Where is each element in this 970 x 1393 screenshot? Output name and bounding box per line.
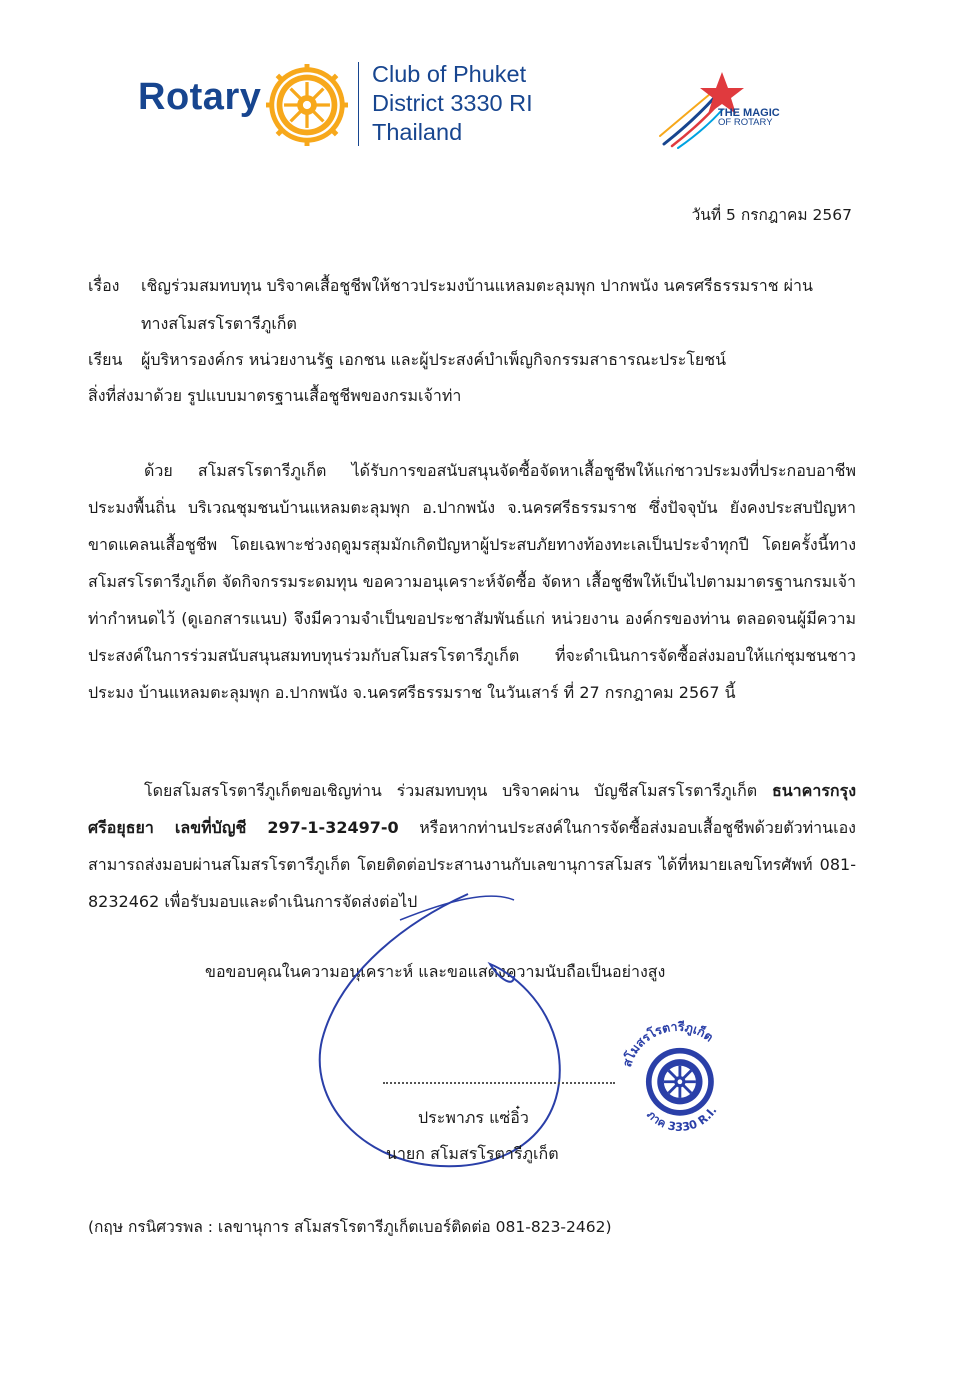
signature-line [383,1082,615,1084]
paragraph-text: ด้วย สโมสรโรตารีภูเก็ต ได้รับการขอสนับสนุนจัดซื้อจัดหาเสื้อชูชีพให้แก่ชาวประมงที่ประกอบอาชีพประมงพื้นถิ่น บริเวณชุมชนบ้านแหลมตะลุมพุก อ.ปากพนัง จ.นครศรีธรรมราช ซึ่งปัจจุบัน ยังคงประสบปัญหาขาดแคลนเสื้อชูชีพ โดยเฉพาะช่วงฤดูมรสุมมักเกิดปัญหาผู้ประสบภัยทางท้องทะเลเป็นประจำทุกปี โดยครั้งนี้ทางสโมสรโรตารีภูเก็ต จัดกิจกรรมระดมทุน ขอความอนุเคราะห์จัดซื้อ จัดหา เสื้อชูชีพให้เป็นไปตามมาตรฐานกรมเจ้าท่ากำหนดไว้ (ดูเอกสารแนบ) จึงมีความจำเป็นขอประชาสัมพันธ์แก่ หน่วยงาน องค์กรของท่าน ตลอดจนผู้มีความประสงค์ในการร่วมสนับสนุนสมทบทุนร่วมกับสโมสรโรตารีภูเก็ต ที่จะดำเนินการจัดซื้อส่งมอบให้แก่ชุมชนชาวประมง บ้านแหลมตะลุมพุก อ.ปากพนัง จ.นครศรีธรรมราช ในวันเสาร์ ที่ 27 กรกฎาคม 2567 นี้ [88,461,856,702]
signer-title: นายก สโมสรโรตารีภูเก็ต [386,1144,559,1163]
subject-label: เรื่อง [88,276,120,295]
body-paragraph-1 [88,452,856,711]
svg-text:ภาค 3330 R.I.: ภาค 3330 R.I. [644,1104,720,1134]
to-label: เรียน [88,350,123,369]
signer-name: ประพาภร แซ่อิ๋ว [418,1108,529,1127]
club-seal-stamp [612,1012,744,1144]
rotary-wordmark: Rotary [138,76,262,118]
magic-of-rotary-label: THE MAGIC OF ROTARY [718,107,780,128]
letter-date: วันที่ 5 กรกฎาคม 2567 [691,206,852,224]
club-line: Thailand [372,119,463,145]
club-line: District 3330 RI [372,90,533,116]
club-line: Club of Phuket [372,61,527,87]
closing-line: ขอขอบคุณในความอนุเคราะห์ และขอแสดงความนับถือเป็นอย่างสูง [205,962,666,981]
contact-note: (กฤษ กรนิศวรพล : เลขานุการ สโมสรโรตารีภูเก็ตเบอร์ติดต่อ 081-823-2462) [88,1218,612,1236]
subject-line: เชิญร่วมสมทบทุน บริจาคเสื้อชูชีพให้ชาวประมงบ้านแหลมตะลุมพุก ปากพนัง นครศรีธรรมราช ผ่าน [141,276,813,295]
paragraph-text: โดยสโมสรโรตารีภูเก็ตขอเชิญท่าน ร่วมสมทบทุน บริจาคผ่าน บัญชีสโมสรโรตารีภูเก็ต ธนาคารกรุงศรีอยุธยา เลขที่บัญชี 297-1-32497-0 หรือหากท่านประสงค์ในการจัดซื้อส่งมอบเสื้อชูชีพด้วยตัวท่านเอง สามารถส่งมอบผ่านสโมสรโรตารีภูเก็ต โดยติดต่อประสานงานกับเลขานุการสโมสร ได้ที่หมายเลขโทรศัพท์ 081-8232462 เพื่อรับมอบและดำเนินการจัดส่งต่อไป [88,781,856,911]
enclosure-line: สิ่งที่ส่งมาด้วย รูปแบบมาตรฐานเสื้อชูชีพของกรมเจ้าท่า [88,386,462,405]
to-text: ผู้บริหารองค์กร หน่วยงานรัฐ เอกชน และผู้ประสงค์บำเพ็ญกิจกรรมสาธารณะประโยชน์ [141,350,727,369]
handwritten-signature [300,880,580,1180]
rotary-wheel-logo [266,64,348,146]
club-name-block [372,60,533,147]
bank-account: ธนาคารกรุงศรีอยุธยา เลขที่บัญชี 297-1-32497-0 [88,781,856,837]
subject-line: ทางสโมสรโรตารีภูเก็ต [141,314,297,333]
svg-text:สโมสรโรตารีภูเก็ต: สโมสรโรตารีภูเก็ต [619,1019,716,1069]
header-divider [358,62,359,146]
